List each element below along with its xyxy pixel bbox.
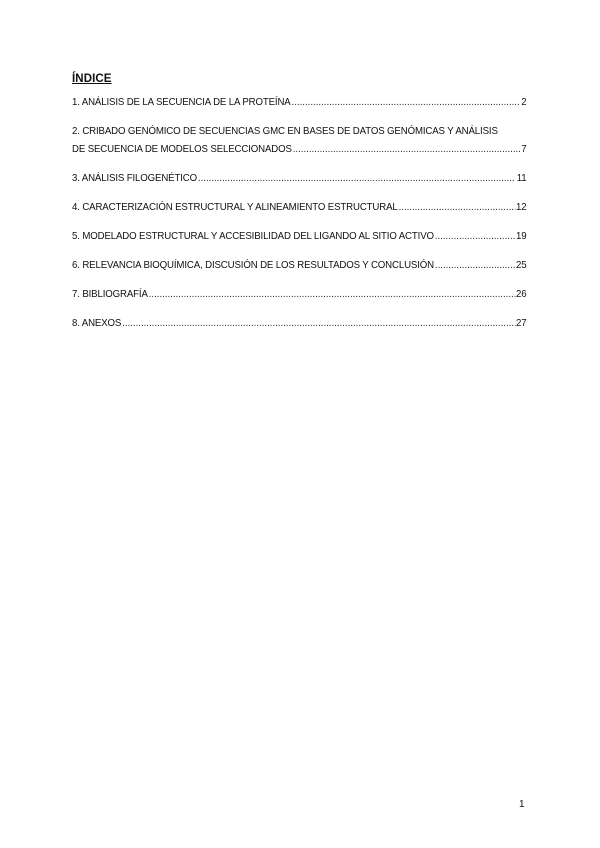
toc-page-number: 12 xyxy=(516,201,527,213)
toc-page-number: 11 xyxy=(516,172,527,184)
table-of-contents xyxy=(72,72,527,330)
toc-entry-2[interactable] xyxy=(72,125,526,156)
dot-leader xyxy=(292,96,521,109)
toc-entry-text: 8. ANEXOS xyxy=(72,317,122,329)
dot-leader xyxy=(435,259,515,272)
dot-leader xyxy=(293,143,521,156)
toc-entry-text: DE SECUENCIA DE MODELOS SELECCIONADOS xyxy=(72,143,292,155)
toc-entry-6[interactable] xyxy=(72,259,526,272)
toc-entry-8[interactable] xyxy=(72,317,526,330)
toc-page-number: 27 xyxy=(516,317,527,329)
toc-page-number: 19 xyxy=(516,230,527,242)
toc-entry-text: 4. CARACTERIZACIÓN ESTRUCTURAL Y ALINEAMIENTO ESTRUCTURAL xyxy=(72,201,398,213)
toc-entry-text: 1. ANÁLISIS DE LA SECUENCIA DE LA PROTEÍNA xyxy=(72,96,291,108)
toc-page-number: 25 xyxy=(516,259,527,271)
dot-leader xyxy=(435,230,515,243)
dot-leader xyxy=(122,317,515,330)
toc-entry-4[interactable] xyxy=(72,201,526,214)
dot-leader xyxy=(399,201,516,214)
toc-page-number: 26 xyxy=(516,288,527,300)
toc-entry-text: 7. BIBLIOGRAFÍA xyxy=(72,288,148,300)
toc-entry-1[interactable] xyxy=(72,96,526,109)
toc-title: ÍNDICE xyxy=(72,73,112,85)
toc-entry-text: 5. MODELADO ESTRUCTURAL Y ACCESIBILIDAD DEL LIGANDO AL SITIO ACTIVO xyxy=(72,230,434,242)
toc-entry-3[interactable] xyxy=(72,172,526,185)
toc-entry-text: 6. RELEVANCIA BIOQUÍMICA, DISCUSIÓN DE LOS RESULTADOS Y CONCLUSIÓN xyxy=(72,259,435,271)
toc-entry-text-line1: 2. CRIBADO GENÓMICO DE SECUENCIAS GMC EN BASES DE DATOS GENÓMICAS Y ANÁLISIS xyxy=(72,125,498,137)
toc-entry-5[interactable] xyxy=(72,230,526,243)
toc-entry-7[interactable] xyxy=(72,288,526,301)
toc-page-number: 2 xyxy=(521,96,527,108)
dot-leader xyxy=(149,288,515,301)
page-number: 1 xyxy=(519,799,525,810)
dot-leader xyxy=(198,172,516,185)
toc-entry-text: 3. ANÁLISIS FILOGENÉTICO xyxy=(72,172,197,184)
toc-page-number: 7 xyxy=(521,143,527,155)
